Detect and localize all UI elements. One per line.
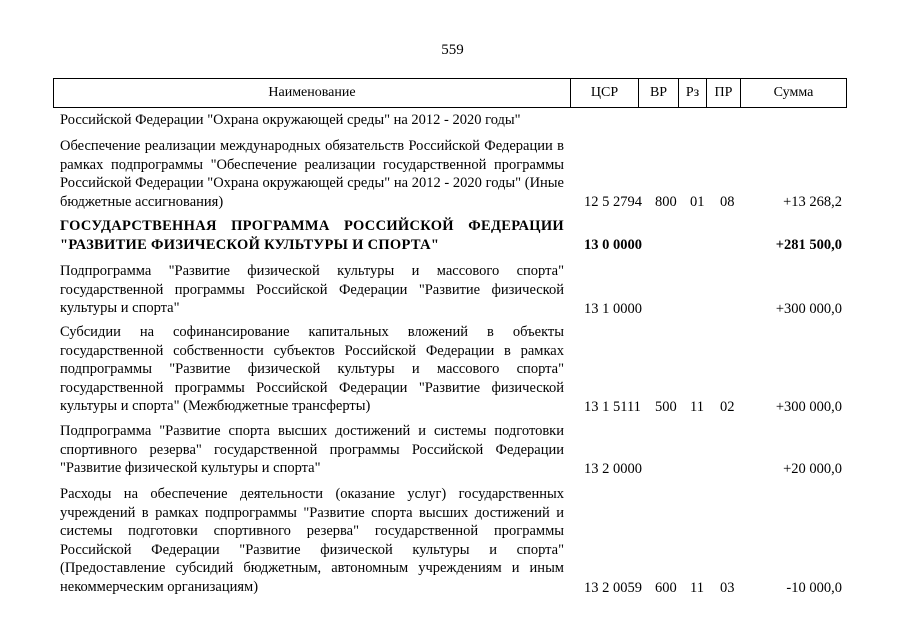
table-row	[0, 485, 905, 597]
row-rz: 11	[690, 580, 704, 596]
header-name: Наименование	[268, 85, 356, 100]
row-csr: 12 5 2794	[584, 194, 642, 210]
row-pr: 03	[720, 580, 735, 596]
row-vr: 500	[655, 399, 677, 415]
row-csr: 13 1 0000	[584, 301, 642, 317]
header-sum: Сумма	[740, 79, 846, 107]
row-vr: 600	[655, 580, 677, 596]
row-sum: +300 000,0	[775, 399, 842, 415]
table-row	[0, 323, 905, 416]
row-pr: 02	[720, 399, 735, 415]
row-rz: 11	[690, 399, 704, 415]
row-sum: +20 000,0	[783, 461, 842, 477]
row-name: Российской Федерации "Охрана окружающей среды" на 2012 - 2020 годы"	[60, 112, 521, 128]
table-row	[0, 217, 905, 254]
row-sum: +281 500,0	[775, 237, 842, 253]
row-csr: 13 1 5111	[584, 399, 641, 415]
table-header	[53, 78, 847, 108]
row-name: Обеспечение реализации международных обязательств Российской Федерации в рамках подпрограммы "Обеспечение реализации государственной программы Российской Федерации "Охрана окружающей среды" на 2012 - 2020 годы" (Иные бюджетные ассигнования)	[60, 138, 564, 210]
row-csr: 13 0 0000	[584, 237, 642, 253]
row-name: Субсидии на софинансирование капитальных вложений в объекты государственной собственности субъектов Российской Федерации в рамках подпрограммы "Развитие физической культуры и массового спорта" государственной программы Российской Федерации "Развитие физической культуры и спорта" (Межбюджетные трансферты)	[60, 324, 564, 414]
row-rz: 01	[690, 194, 705, 210]
row-name: ГОСУДАРСТВЕННАЯ ПРОГРАММА РОССИЙСКОЙ ФЕДЕРАЦИИ "РАЗВИТИЕ ФИЗИЧЕСКОЙ КУЛЬТУРЫ И СПОРТА"	[60, 218, 564, 253]
header-pr: ПР	[706, 79, 740, 107]
table-row	[0, 422, 905, 478]
row-name: Подпрограмма "Развитие физической культуры и массового спорта" государственной программы Российской Федерации "Развитие физической культуры и спорта"	[60, 263, 564, 316]
row-csr: 13 2 0000	[584, 461, 642, 477]
table-row	[0, 111, 905, 130]
row-vr: 800	[655, 194, 677, 210]
row-name: Подпрограмма "Развитие спорта высших достижений и системы подготовки спортивного резерва" государственной программы Российской Федерации "Развитие физической культуры и спорта"	[60, 423, 564, 476]
header-vr: ВР	[638, 79, 678, 107]
row-sum: +300 000,0	[775, 301, 842, 317]
table-row	[0, 262, 905, 318]
row-sum: -10 000,0	[786, 580, 842, 596]
row-pr: 08	[720, 194, 735, 210]
page-number: 559	[441, 42, 464, 58]
header-csr: ЦСР	[570, 79, 638, 107]
row-csr: 13 2 0059	[584, 580, 642, 596]
table-row	[0, 137, 905, 211]
header-rz: Рз	[678, 79, 706, 107]
row-name: Расходы на обеспечение деятельности (оказание услуг) государственных учреждений в рамках подпрограммы "Развитие спорта высших достижений и системы подготовки спортивного резерва" государственной программы Российской Федерации "Развитие физической культуры и спорта" (Предоставление субсидий бюджетным, автономным учреждениям и иным некоммерческим организациям)	[60, 486, 564, 595]
row-sum: +13 268,2	[783, 194, 842, 210]
